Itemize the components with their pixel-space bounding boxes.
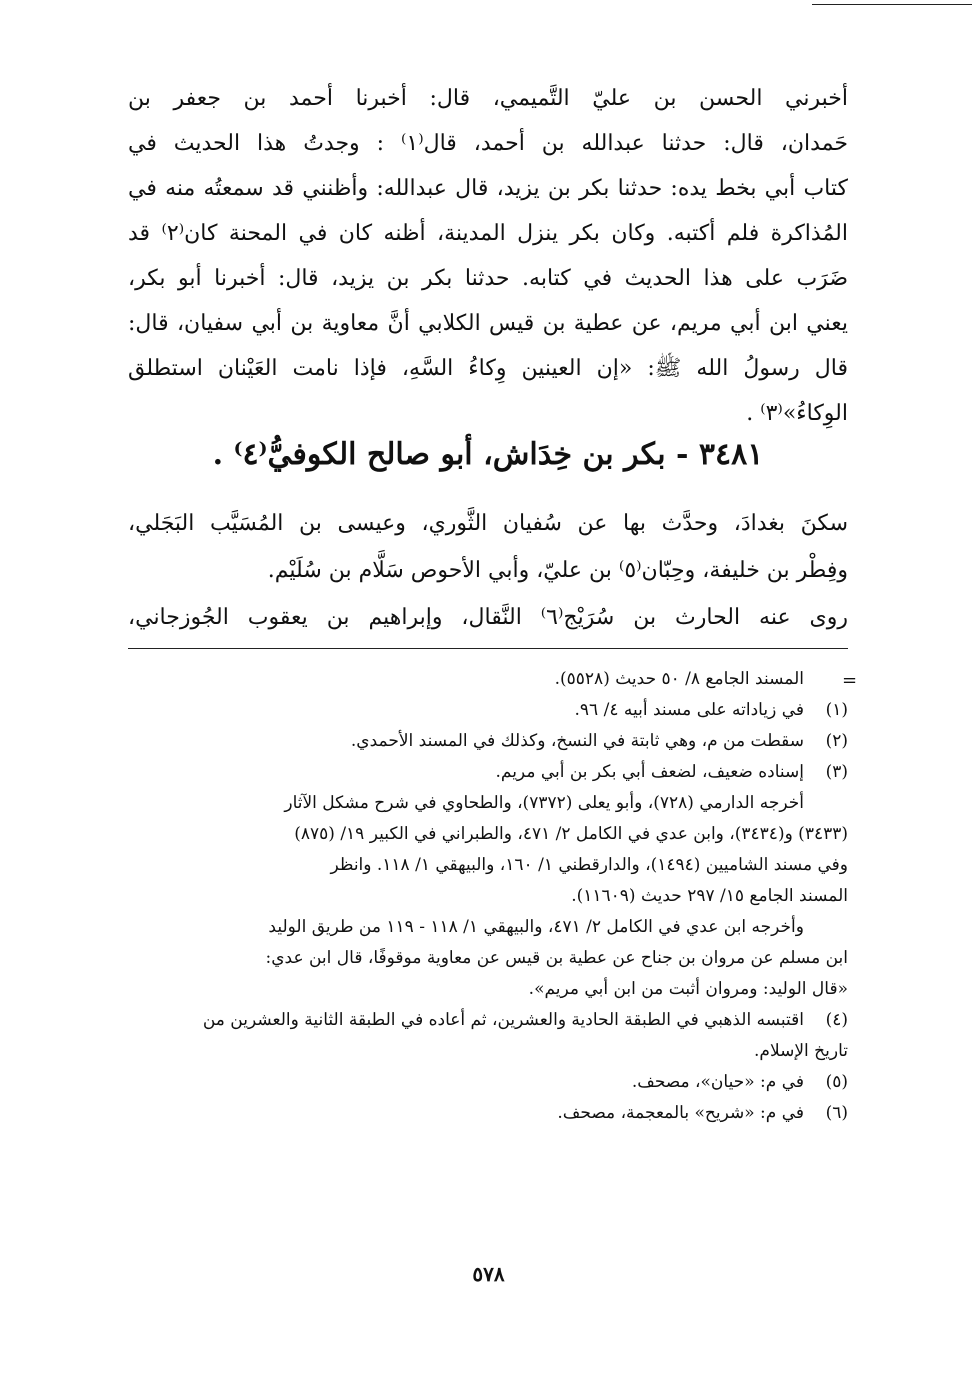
text-line: حَمدان، قال: حدثنا عبدالله بن أحمد، قال⁽١⁾ : وجدتُ هذا الحديث في (128, 131, 848, 156)
footnote-number: (١) (825, 700, 848, 720)
footnote-line (128, 912, 848, 943)
footnote-separator (128, 648, 848, 649)
footnote-line (128, 1067, 848, 1098)
text-line: سكنَ بغدادَ، وحدَّث بها عن سُفيان الثَّوري، وعيسى بن المُسَيَّب البَجَلي، (128, 511, 848, 536)
footnote-number: (٣) (825, 762, 848, 782)
footnote-number: (٥) (825, 1072, 848, 1092)
footnote-text: في زياداته على مسند أبيه ٤/ ٩٦. (574, 700, 804, 720)
footnote-text: اقتبسه الذهبي في الطبقة الحادية والعشرين، ثم أعاده في الطبقة الثانية والعشرين من (202, 1010, 804, 1030)
footnote-line (128, 881, 848, 912)
entry-heading: ٣٤٨١ - بكر بن خِدَاش، أبو صالح الكوفيُّ⁽٤⁾ . (212, 437, 764, 472)
text-line: كتاب أبي بخط يده: حدثنا بكر بن يزيد، قال عبدالله: وأظنني قد سمعتُه منه في (128, 176, 848, 201)
text-line: روى عنه الحارث بن سُرَيْج⁽٦⁾ النَّقال، وإبراهيم بن يعقوب الجُوزجاني، (128, 605, 848, 630)
footnote-text: المسند الجامع ٨/ ٥٠ حديث (٥٥٢٨). (554, 669, 804, 689)
footnote-line (128, 1098, 848, 1129)
footnote-text: المسند الجامع ١٥/ ٢٩٧ حديث (١١٦٠٩). (571, 886, 848, 906)
text-line: يعني ابن أبي مريم، عن عطية بن قيس الكلابي أنَّ معاوية بن أبي سفيان، قال: (128, 311, 848, 336)
text-line: ضَرَب على هذا الحديث في كتابه. حدثنا بكر بن يزيد، قال: أخبرنا أبو بكر، (128, 266, 848, 291)
footnote-text: في م: «حيان»، مصحف. (631, 1072, 804, 1092)
page-number: ٥٧٨ (472, 1262, 505, 1286)
footnote-text: وفي مسند الشاميين (١٤٩٤)، والدارقطني ١/ ١٦٠، والبيهقي ١/ ١١٨. وانظر (330, 855, 848, 875)
footnote-line (128, 1005, 848, 1036)
footnote-number: (٢) (825, 731, 848, 751)
footnote-line (128, 819, 848, 850)
footnote-text: إسناده ضعيف، لضعف أبي بكر بن أبي مريم. (495, 762, 804, 782)
footnotes (128, 664, 848, 1129)
text-line: قال رسولُ الله ﷺ: «إن العينين وِكاءُ السَّهِ، فإذا نامت العَيْنان استطلق (128, 356, 848, 381)
footnote-text: سقطت من م، وهي ثابتة في النسخ، وكذلك في المسند الأحمدي. (350, 731, 804, 751)
footnote-line (128, 664, 848, 695)
footnote-text: ابن مسلم عن مروان بن جناح عن عطية بن قيس عن معاوية موقوفًا، قال ابن عدي: (265, 948, 848, 968)
footnote-line (128, 726, 848, 757)
footnote-line (128, 943, 848, 974)
main-text (128, 76, 848, 436)
footnote-line (128, 1036, 848, 1067)
footnote-text: تاريخ الإسلام. (754, 1041, 848, 1061)
footnote-number: (٤) (825, 1010, 848, 1030)
footnote-line (128, 974, 848, 1005)
top-rule (812, 4, 972, 5)
footnote-text: وأخرجه ابن عدي في الكامل ٢/ ٤٧١، والبيهقي ١/ ١١٨ - ١١٩ من طريق الوليد (268, 917, 804, 937)
footnote-text: في م: «شريح» بالمعجمة، مصحف. (557, 1103, 804, 1123)
footnote-continuation-marker: = (842, 670, 858, 691)
text-line: وفِطْر بن خليفة، وحِبّان⁽٥⁾ بن عليّ، وأبي الأحوص سَلَّام بن سُلَيْم. (267, 558, 848, 583)
footnote-text: أخرجه الدارمي (٧٢٨)، وأبو يعلى (٧٣٧٢)، والطحاوي في شرح مشكل الآثار (284, 793, 804, 813)
text-line: الوِكاءُ»⁽٣⁾ . (746, 401, 848, 426)
footnote-number: (٦) (825, 1103, 848, 1123)
biography-text (128, 500, 848, 641)
footnote-text: (٣٤٣٣) و(٣٤٣٤)، وابن عدي في الكامل ٢/ ٤٧١، والطبراني في الكبير ١٩/ (٨٧٥) (294, 824, 848, 844)
footnote-line (128, 695, 848, 726)
text-line: المُذاكرة فلم أكتبه. وكان بكر ينزل المدينة، أظنه كان في المحنة كان⁽٢⁾ قد (128, 221, 848, 246)
footnote-text: «قال الوليد: ومروان أثبت من ابن أبي مريم». (528, 979, 848, 999)
text-line: أخبرني الحسن بن عليّ التَّميمي، قال: أخبرنا أحمد بن جعفر بن (128, 86, 848, 111)
footnote-line (128, 757, 848, 788)
footnote-line (128, 850, 848, 881)
footnote-line (128, 788, 848, 819)
